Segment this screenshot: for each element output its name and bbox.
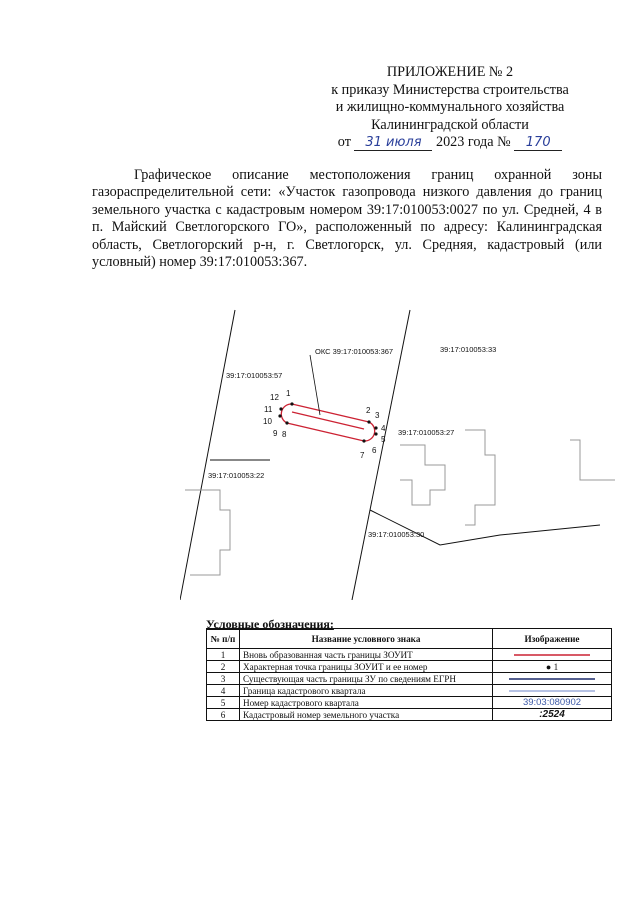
legend-title: Условные обозначения: [206,617,334,631]
legend-row [207,661,612,673]
legend-row-number: 6 [207,709,240,721]
description-paragraph: Графическое описание местоположения границ охранной зоны газораспределительной сети: «Участок газопровода низкого давления до границ земельного участка с кадастровым номером 39:17:010053:0027 по ул. Средней, 4 в п. Майский Светлогорского ГО», расположенный по адресу: Калининградская область, Светлогорский р-н, г. Светлогорск, ул. Средняя, кадастровый (или условный) номер 39:17:010053:367. [92,167,602,271]
parcel-number-sample: :2524 [493,709,612,721]
legend-row-name: Существующая часть границы ЗУ по сведениям ЕГРН [240,673,493,685]
legend-row-number: 2 [207,661,240,673]
legend-symbol-blue-line [493,685,612,697]
zone-point [374,426,377,429]
legend-row-number: 4 [207,685,240,697]
legend-row-number: 5 [207,697,240,709]
building-outline [400,445,445,505]
point-number: 8 [282,430,287,439]
building-outline [185,490,230,575]
point-dot-icon: ● [545,661,552,672]
legend-row [207,709,612,721]
point-number: 6 [372,446,377,455]
legend-row-name: Граница кадастрового квартала [240,685,493,697]
zone-points [278,402,377,442]
point-number: 9 [273,429,278,438]
legend-row [207,697,612,709]
legend-row-name: Характерная точка границы ЗОУИТ и ее номер [240,661,493,673]
point-number: 7 [360,451,365,460]
zone-point [290,402,293,405]
zone-point [279,407,282,410]
region-line: Калининградской области [371,116,529,133]
cadastral-map [180,300,620,600]
parcel-label: 39:17:010053:57 [226,371,283,380]
legend-table [206,628,612,721]
point-number: 4 [381,424,386,433]
parcel-label: 39:17:010053:22 [208,471,265,480]
legend-row-name: Номер кадастрового квартала [240,697,493,709]
dark-line-symbol [507,676,597,682]
parcel-label: 39:17:010053:30 [368,530,425,539]
handwritten-number: 170 [514,136,562,151]
point-number-sample: 1 [553,661,559,672]
point-number: 12 [270,393,279,402]
legend-row [207,649,612,661]
quarter-number-sample: 39:03:080902 [493,697,612,709]
handwritten-date: 31 июля [354,136,432,151]
ministry-line: и жилищно-коммунального хозяйства [335,99,565,115]
from-label: от [337,134,351,150]
appendix-title: ПРИЛОЖЕНИЕ № 2 [386,64,514,80]
oks-leader-line [310,355,320,415]
point-number: 3 [375,411,380,420]
building-outline [570,440,615,480]
zone-point [374,432,377,435]
point-number: 2 [366,406,371,415]
appendix-header [300,64,600,152]
parcel-label: 39:17:010053:33 [440,345,497,354]
legend-row-name: Вновь образованная часть границы ЗОУИТ [240,649,493,661]
year-text: 2023 года № [435,134,511,150]
red-line-symbol [512,652,592,658]
parcel-label: 39:17:010053:27 [398,428,455,437]
zone-point [285,421,288,424]
legend-row [207,685,612,697]
order-line: к приказу Министерства строительства [331,81,569,98]
legend-symbol-red-line [493,649,612,661]
point-number: 11 [264,405,273,414]
legend-row-name: Кадастровый номер земельного участка [240,709,493,721]
legend-header-row [207,629,612,649]
legend-symbol-dark-line [493,673,612,685]
point-number: 1 [286,389,291,398]
building-outline [465,430,495,525]
parcel-boundary [370,510,600,545]
legend-row-number: 1 [207,649,240,661]
point-number: 10 [263,417,272,426]
col-number-header: № п/п [207,629,240,649]
legend-row [207,673,612,685]
legend-row-number: 3 [207,673,240,685]
col-name-header: Название условного знака [240,629,493,649]
oks-label: ОКС 39:17:010053:367 [315,347,394,356]
zone-point [367,420,370,423]
point-number: 5 [381,435,386,444]
road-left-edge [180,310,235,600]
blue-line-symbol [507,688,597,694]
legend-symbol-point [493,661,612,673]
col-image-header: Изображение [493,629,612,649]
date-line [300,134,600,152]
protection-zone-outline [281,404,374,441]
zone-point [278,414,281,417]
zone-point [362,439,365,442]
